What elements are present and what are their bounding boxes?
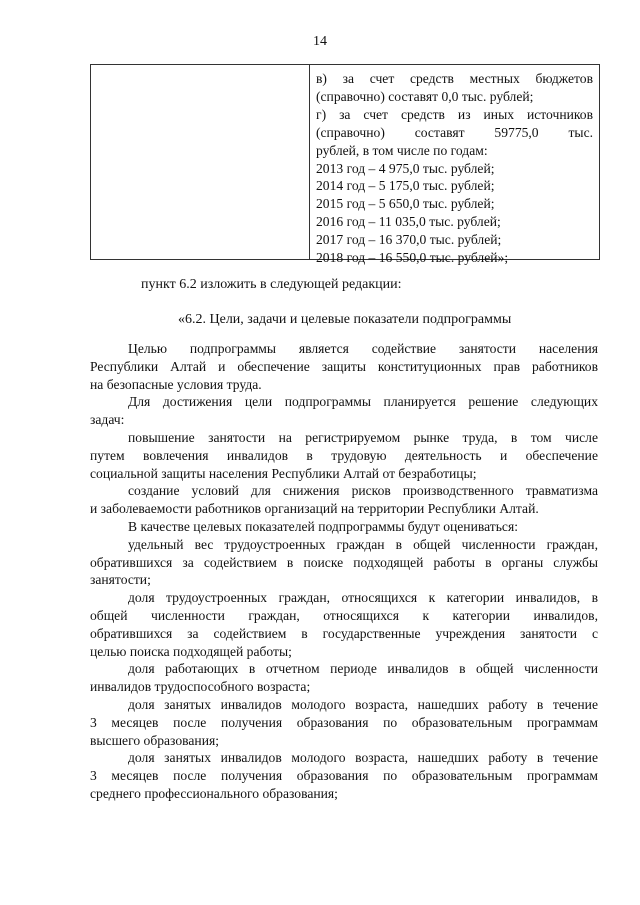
text-line: высшего образования; <box>90 732 220 748</box>
text-line: доля работающих в отчетном периоде инвалидов в общей численности <box>128 661 598 677</box>
text-line: задач: <box>90 412 125 428</box>
text-line: Республики Алтай и обеспечение защиты конституционных прав работников <box>90 358 598 374</box>
item-heading: пункт 6.2 изложить в следующей редакции: <box>141 277 402 292</box>
table-line: 2013 год – 4 975,0 тыс. рублей; <box>316 160 495 176</box>
table-line: г) за счет средств из иных источников <box>316 106 593 122</box>
text-line: 3 месяцев после получения образования по образовательным программам <box>90 714 598 730</box>
table-line: 2014 год – 5 175,0 тыс. рублей; <box>316 178 495 194</box>
table-line: в) за счет средств местных бюджетов <box>316 71 593 86</box>
paragraph <box>90 429 598 482</box>
text-line: общей численности граждан, относящихся к категории инвалидов, <box>90 607 598 623</box>
table-line: 2015 год – 5 650,0 тыс. рублей; <box>316 196 495 212</box>
text-line: занятости; <box>90 572 151 588</box>
paragraph <box>90 393 598 429</box>
text-line: Целью подпрограммы является содействие занятости населения <box>128 341 598 356</box>
table-line: рублей, в том числе по годам: <box>316 142 488 158</box>
table-line: 2016 год – 11 035,0 тыс. рублей; <box>316 214 501 230</box>
paragraph <box>90 340 598 393</box>
page-number: 14 <box>313 34 327 49</box>
paragraph <box>90 482 598 518</box>
table-line: (справочно) составят 59775,0 тыс. <box>316 124 593 140</box>
text-line: удельный вес трудоустроенных граждан в общей численности граждан, <box>128 536 598 552</box>
paragraph <box>90 518 598 536</box>
text-line: доля занятых инвалидов молодого возраста, нашедших работу в течение <box>128 750 598 766</box>
text-line: Для достижения цели подпрограммы планируется решение следующих <box>128 394 598 410</box>
text-line: доля занятых инвалидов молодого возраста, нашедших работу в течение <box>128 696 598 712</box>
text-line: обратившихся за содействием в государственные учреждения занятости с <box>90 625 598 641</box>
table-cell-left <box>91 65 310 259</box>
section-heading: «6.2. Цели, задачи и целевые показатели подпрограммы <box>178 312 512 327</box>
table-line: 2017 год – 16 370,0 тыс. рублей; <box>316 232 502 248</box>
table-line: (справочно) составят 0,0 тыс. рублей; <box>316 88 534 104</box>
text-line: на безопасные условия труда. <box>90 376 262 392</box>
funding-table <box>90 64 600 266</box>
paragraph <box>90 749 598 802</box>
text-line: среднего профессионального образования; <box>90 785 338 801</box>
table-cell-right <box>310 65 599 266</box>
text-line: обратившихся за содействием в поиске подходящей работы в органы службы <box>90 554 598 570</box>
text-line: и заболеваемости работников организаций на территории Республики Алтай. <box>90 501 539 517</box>
text-line: В качестве целевых показателей подпрограммы будут оцениваться: <box>128 518 518 534</box>
text-line: инвалидов трудоспособного возраста; <box>90 679 311 695</box>
table-line: 2018 год – 16 550,0 тыс. рублей»; <box>316 250 509 266</box>
paragraph <box>90 589 598 660</box>
paragraph <box>90 660 598 696</box>
document-body <box>90 340 598 803</box>
text-line: путем вовлечения инвалидов в трудовую деятельность и обеспечение <box>90 447 598 463</box>
text-line: целью поиска подходящей работы; <box>90 643 292 659</box>
text-line: повышение занятости на регистрируемом рынке труда, в том числе <box>128 429 598 445</box>
paragraph <box>90 536 598 589</box>
text-line: 3 месяцев после получения образования по образовательным программам <box>90 768 598 784</box>
text-line: создание условий для снижения рисков производственного травматизма <box>128 483 598 499</box>
paragraph <box>90 696 598 749</box>
text-line: доля трудоустроенных граждан, относящихся к категории инвалидов, в <box>128 590 598 606</box>
text-line: социальной защиты населения Республики Алтай от безработицы; <box>90 465 477 481</box>
